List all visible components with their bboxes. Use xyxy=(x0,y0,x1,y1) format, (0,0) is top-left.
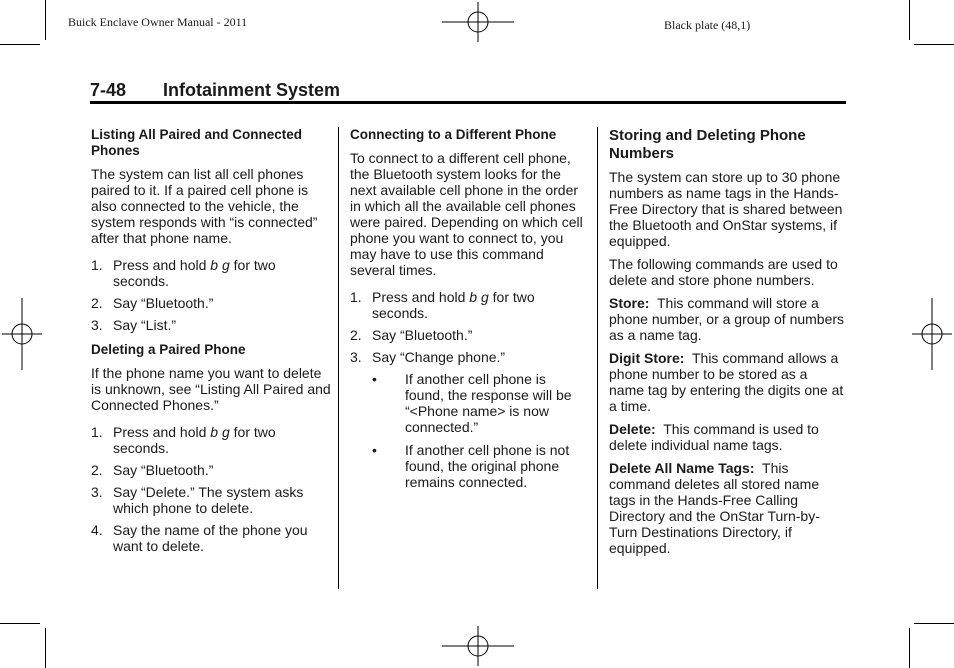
list-item xyxy=(91,484,331,516)
store-text: This command will store a phone number, or a group of numbers as a name tag. xyxy=(609,295,845,343)
crop-mark xyxy=(0,623,40,624)
paragraph-listing: The system can list all cell phones paired to it. If a paired cell phone is also connected to the vehicle, the system responds with “is connected” after that phone name. xyxy=(91,166,318,246)
digit-store-command xyxy=(609,350,845,414)
heading-deleting-phone: Deleting a Paired Phone xyxy=(91,342,246,357)
list-text: Say “Delete.” The system asks which phone to delete. xyxy=(113,484,304,516)
list-text: Press and hold xyxy=(113,424,211,440)
phone-voice-icon: b g xyxy=(469,289,489,305)
list-text: Say “List.” xyxy=(113,317,177,333)
crop-mark xyxy=(909,0,910,40)
header-rule xyxy=(90,101,846,104)
heading-connecting-phone: Connecting to a Different Phone xyxy=(350,127,557,142)
crop-mark xyxy=(0,44,40,45)
crop-mark xyxy=(45,0,46,40)
list-text: Say the name of the phone you want to delete. xyxy=(113,522,308,554)
bullet-text: If another cell phone is found, the response will be “<Phone name> is now connected.” xyxy=(405,371,572,435)
page-number: 7-48 xyxy=(90,80,127,100)
list-item xyxy=(350,327,584,343)
bullet-item xyxy=(350,371,584,435)
heading-listing-phones: Listing All Paired and Connected Phones xyxy=(91,127,303,158)
paragraph-commands: The following commands are used to delete and store phone numbers. xyxy=(609,256,838,288)
list-text: Say “Bluetooth.” xyxy=(372,327,473,343)
column-divider xyxy=(597,127,598,589)
list-text: for two seconds. xyxy=(113,257,276,289)
list-item xyxy=(91,462,331,478)
list-text: Press and hold xyxy=(372,289,470,305)
store-label: Store: xyxy=(609,295,650,311)
column-2 xyxy=(350,127,584,490)
list-number: 4. xyxy=(91,522,103,538)
delete-command xyxy=(609,421,845,453)
manual-title: Buick Enclave Owner Manual - 2011 xyxy=(68,15,248,29)
paragraph-storing: The system can store up to 30 phone numbers as name tags in the Hands-Free Directory that is shared between the Bluetooth and OnStar systems, if equipped. xyxy=(609,169,843,249)
phone-voice-icon: b g xyxy=(210,257,230,273)
crop-mark xyxy=(45,628,46,668)
delete-all-label: Delete All Name Tags: xyxy=(609,460,755,476)
registration-mark-left xyxy=(0,298,44,370)
bullet-icon: • xyxy=(372,442,377,458)
column-divider xyxy=(338,127,339,589)
paragraph-connecting: To connect to a different cell phone, the Bluetooth system looks for the next available cell phone in the order in which all the available cell phones were paired. Depending on which cell phone you want to connect to, you may have to use this command several times. xyxy=(350,150,583,278)
delete-label: Delete: xyxy=(609,421,656,437)
list-text: for two seconds. xyxy=(372,289,535,321)
registration-mark-right xyxy=(910,298,954,370)
list-number: 3. xyxy=(91,484,103,500)
heading-storing-numbers: Storing and Deleting Phone Numbers xyxy=(609,127,806,162)
list-text: for two seconds. xyxy=(113,424,276,456)
list-number: 1. xyxy=(91,257,103,273)
registration-mark-bottom xyxy=(442,624,514,668)
delete-text: This command is used to delete individual name tags. xyxy=(609,421,819,453)
paragraph-deleting: If the phone name you want to delete is unknown, see “Listing All Paired and Connected Phones.” xyxy=(91,365,331,413)
list-text: Press and hold xyxy=(113,257,211,273)
list-item xyxy=(91,295,331,311)
list-number: 3. xyxy=(350,349,362,365)
registration-mark-top xyxy=(442,0,514,44)
list-text: Say “Bluetooth.” xyxy=(113,462,214,478)
crop-mark xyxy=(914,623,954,624)
crop-mark xyxy=(909,628,910,668)
delete-all-command xyxy=(609,460,845,556)
list-text: Say “Bluetooth.” xyxy=(113,295,214,311)
digit-store-text: This command allows a phone number to be stored as a name tag by entering the digits one at a time. xyxy=(609,350,844,414)
column-3 xyxy=(609,127,845,556)
store-command xyxy=(609,295,845,343)
section-title: Infotainment System xyxy=(163,80,341,100)
list-item xyxy=(350,289,584,321)
list-number: 1. xyxy=(350,289,362,305)
bullet-icon: • xyxy=(372,371,377,387)
list-number: 1. xyxy=(91,424,103,440)
plate-label: Black plate (48,1) xyxy=(664,18,751,32)
list-number: 2. xyxy=(91,295,103,311)
column-1 xyxy=(91,127,331,554)
list-number: 2. xyxy=(91,462,103,478)
list-number: 3. xyxy=(91,317,103,333)
section-header xyxy=(90,80,340,101)
list-item xyxy=(91,317,331,333)
crop-mark xyxy=(914,44,954,45)
list-number: 2. xyxy=(350,327,362,343)
bullet-text: If another cell phone is not found, the original phone remains connected. xyxy=(405,442,570,490)
list-item xyxy=(350,349,584,365)
phone-voice-icon: b g xyxy=(210,424,230,440)
bullet-item xyxy=(350,442,584,490)
list-item xyxy=(91,424,331,456)
list-item xyxy=(91,522,331,554)
list-text: Say “Change phone.” xyxy=(372,349,506,365)
list-item xyxy=(91,257,331,289)
delete-all-text: This command deletes all stored name tags in the Hands-Free Calling Directory and the OnStar Turn-by-Turn Destinations Directory, if equipped. xyxy=(609,460,820,556)
digit-store-label: Digit Store: xyxy=(609,350,685,366)
